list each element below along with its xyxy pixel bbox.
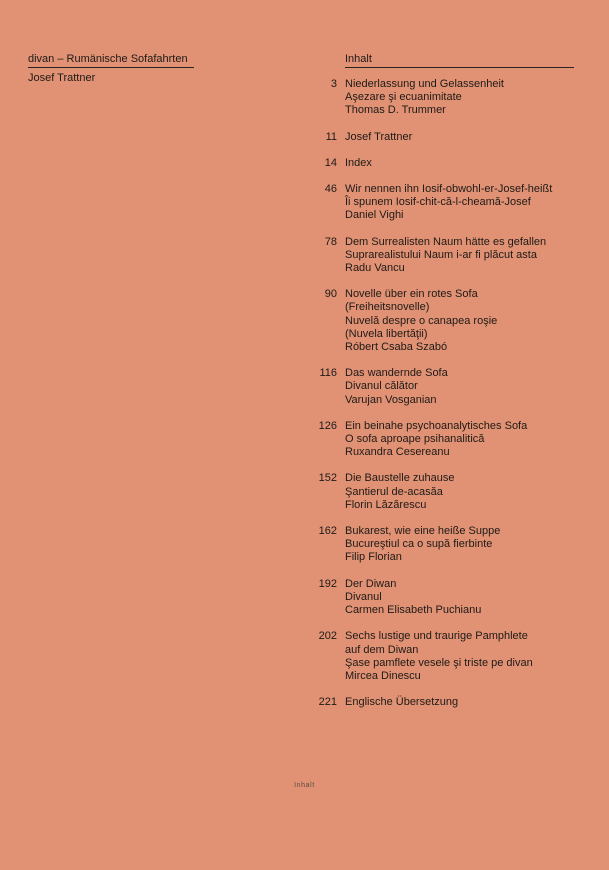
toc-page-number: 192: [318, 577, 337, 590]
toc-line: Nuvelă despre o canapea roşie: [345, 314, 498, 327]
table-of-contents: [0, 78, 609, 722]
toc-entry: [0, 236, 609, 276]
toc-entry: [0, 367, 609, 407]
contents-title: Inhalt: [345, 52, 574, 68]
toc-line: Divanul: [345, 590, 382, 603]
toc-page-number: 90: [324, 288, 337, 301]
toc-entry: [0, 525, 609, 565]
toc-entry-text: [345, 183, 609, 223]
toc-entry: [0, 696, 609, 709]
toc-line: Ein beinahe psychoanalytisches Sofa: [345, 419, 528, 432]
toc-page-number: 116: [319, 367, 337, 380]
toc-entry: [0, 578, 609, 618]
running-footer: Inhalt: [294, 782, 315, 789]
book-title: divan – Rumänische Sofafahrten: [28, 52, 194, 68]
toc-line: Wir nennen ihn Iosif-obwohl-er-Josef-heißt: [345, 183, 553, 196]
toc-entry-text: [345, 578, 609, 618]
toc-line: Englische Übersetzung: [345, 696, 459, 709]
toc-page-number: 14: [324, 156, 337, 169]
toc-entry: [0, 630, 609, 683]
toc-entry-text: [345, 696, 609, 709]
toc-entry-text: [345, 420, 609, 460]
toc-line: Varujan Vosganian: [345, 393, 437, 406]
toc-entry-text: [345, 367, 609, 407]
toc-entry-text: [345, 157, 609, 170]
book-author: Josef Trattner: [28, 72, 96, 84]
toc-line: Thomas D. Trummer: [345, 104, 446, 117]
toc-entry: [0, 131, 609, 144]
toc-entry: [0, 288, 609, 354]
toc-line: Mircea Dinescu: [345, 669, 421, 682]
toc-line: Die Baustelle zuhause: [345, 472, 455, 485]
toc-page-number: 11: [325, 130, 337, 143]
toc-line: Ruxandra Cesereanu: [345, 446, 450, 459]
toc-line: Radu Vancu: [345, 262, 405, 275]
toc-line: Dem Surrealisten Naum hätte es gefallen: [345, 235, 547, 248]
toc-line: Sechs lustige und traurige Pamphlete: [345, 630, 528, 643]
toc-page-number: 152: [318, 472, 337, 485]
toc-entry-text: [345, 288, 609, 354]
toc-line: Index: [345, 156, 372, 169]
toc-line: Bucureştiul ca o supă fierbinte: [345, 538, 493, 551]
toc-entry: [0, 183, 609, 223]
toc-line: Das wandernde Sofa: [345, 367, 448, 380]
toc-line: Şantierul de-acasăa: [345, 485, 443, 498]
toc-line: Josef Trattner: [345, 130, 413, 143]
toc-page-number: 162: [318, 525, 337, 538]
toc-line: O sofa aproape psihanalitică: [345, 433, 485, 446]
toc-page-number: 221: [318, 696, 337, 709]
toc-line: Carmen Elisabeth Puchianu: [345, 604, 482, 617]
toc-line: Florin Lăzărescu: [345, 498, 427, 511]
contents-header: [345, 52, 574, 68]
toc-page-number: 3: [330, 78, 337, 90]
toc-page-number: 126: [318, 419, 337, 432]
toc-entry-text: [345, 131, 609, 144]
toc-line: Aşezare şi ecuanimitate: [345, 91, 462, 104]
toc-line: Niederlassung und Gelassenheit: [345, 78, 504, 90]
toc-line: auf dem Diwan: [345, 643, 419, 656]
toc-line: Daniel Vighi: [345, 209, 404, 222]
toc-page-number: 46: [324, 183, 337, 196]
toc-entry-text: [345, 630, 609, 683]
toc-line: Şase pamflete vesele şi triste pe divan: [345, 656, 533, 669]
toc-line: Róbert Csaba Szabó: [345, 341, 448, 354]
toc-line: (Nuvela libertăţii): [345, 327, 428, 340]
toc-entry-text: [345, 236, 609, 276]
toc-line: Îi spunem Iosif-chit-că-l-cheamă-Josef: [345, 196, 531, 209]
toc-entry-text: [345, 78, 609, 118]
toc-entry: [0, 157, 609, 170]
toc-line: Filip Florian: [345, 551, 402, 564]
toc-entry: [0, 78, 609, 118]
toc-entry: [0, 420, 609, 460]
toc-entry: [0, 472, 609, 512]
toc-entry-text: [345, 525, 609, 565]
toc-line: Divanul călător: [345, 380, 418, 393]
toc-line: Novelle über ein rotes Sofa: [345, 288, 478, 301]
toc-line: Der Diwan: [345, 577, 397, 590]
toc-entry-text: [345, 472, 609, 512]
toc-page-number: 202: [318, 630, 337, 643]
toc-page-number: 78: [324, 235, 337, 248]
toc-line: (Freiheitsnovelle): [345, 301, 430, 314]
toc-line: Bukarest, wie eine heiße Suppe: [345, 525, 501, 538]
toc-line: Suprarealistului Naum i-ar fi plăcut asta: [345, 248, 537, 261]
